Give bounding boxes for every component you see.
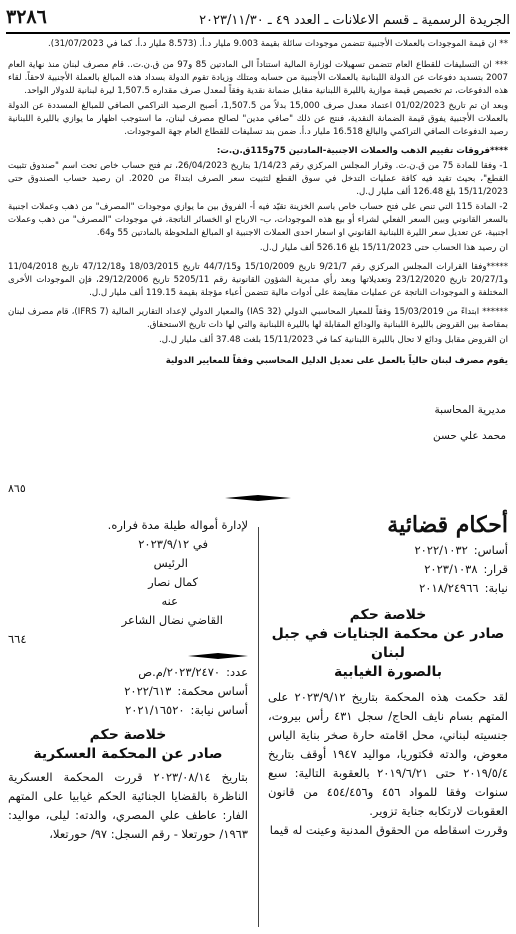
case-field: قرار: ٢٠٢٣/١٠٣٨ xyxy=(424,562,508,576)
footnote: وبعد ان تم تاريخ 01/02/2023 اعتماد معدل صرف 15,000 بدلاً من 1,507.5، أصبح الرصيد التراكمي الصافي للمبالغ المسددة عن الدولة بالعملات الأجنبية يفوق قيمة الضمانة النقدية، فنتج عن ذلك "صافي مدين" لصالح مصرف لبنان، ما استوجب اظهار ما يوازي بالليرة اللبنانية رصيد الدفوعات الصافي التراكمي والبالغ 16.518 مليار د.أ. ضمن بند تسليفات للقطاع العام جهة الموجودات. xyxy=(8,101,508,137)
signature-name: محمد علي حسن xyxy=(432,430,506,442)
signature-dept: مديرية المحاسبة xyxy=(434,404,506,416)
right-column xyxy=(268,512,508,840)
footnote-heading: ****فروقات تقييم الذهب والعملات الاجنبية-المادتين 75و115ق.ن.ت: xyxy=(216,146,508,156)
footnote: ** ان قيمة الموجودات بالعملات الأجنبية تتضمن موجودات سائلة بقيمة 9.003 مليار د.أ. (8.573 مليار د.أ. كما في 31/07/2023). xyxy=(48,39,508,49)
judgment-body-continued: وقررت اسقاطه من الحقوق المدنية وعينت له قيما xyxy=(269,823,508,837)
column-divider xyxy=(258,527,259,927)
case-field: أساس محكمة: ٢٠٢٢/٦١٣ xyxy=(124,684,248,698)
signatory-name: كمال نصار xyxy=(148,575,198,589)
page-number: ٣٢٨٦ xyxy=(6,6,47,28)
page-header xyxy=(6,4,510,28)
footnote: ****** ابتداءً من 15/03/2019 وفقاً للمعيار المحاسبي الدولي (IAS 32) والمعيار الدولي لإعداد التقارير المالية (IFRS 7)، قام مصرف لبنان بمقاصة بين القروض بالليرة اللبنانية والودائع المقابلة لها بالليرة اللبنانية والتي لها ذات تاريخ الاستحقاق. xyxy=(8,307,508,330)
signatory-role: عنه xyxy=(161,594,178,608)
gazette-title: الجريدة الرسمية ـ قسم الاعلانات ـ العدد ٤٩ ـ ٢٠٢٣/١١/٣٠ xyxy=(199,13,510,28)
section-title: أحكام قضائية xyxy=(387,512,508,538)
footnote-closing: يقوم مصرف لبنان حالياً بالعمل على تعديل الدليل المحاسبي وفقاً للمعايير الدولية xyxy=(165,356,508,366)
footnote: 1- وفقا للمادة 75 من ق.ن.ت. وقرار المجلس المركزي رقم 1/14/23 بتاريخ 26/04/2023، تم فتح حساب خاص تحت اسم "صندوق تثبيت القطع"، بحيث تقيد فيه كافة عمليات التدخل في سوق القطع لتثبيت سعر الصرف ابتداءً من 2020. ان رصيد حساب الصندوق حتى 15/11/2023 بلغ 126.48 ألف مليار ل.ل. xyxy=(8,161,508,197)
judgment-body: بتاريخ ٢٠٢٣/٠٨/١٤ قررت المحكمة العسكرية الناظرة بالقضايا الجنائية الحكم غيابيا على المتهم الفار: عاطف علي المصري، والدته: ليلى، مواليد: ١٩٦٣/ حورتعلا - رقم السجل: ٩٧/ حورتعلا، xyxy=(8,770,248,841)
notice-ref: ٦٦٤ xyxy=(8,632,27,646)
court-heading: صادر عن محكمة الجنايات في جبل لبنان xyxy=(271,626,505,661)
case-field: نيابة: ٢٠١٨/٢٤٩٦٦ xyxy=(419,581,508,595)
court-heading: صادر عن المحكمة العسكرية xyxy=(33,746,223,762)
judgment-date: في ٢٠٢٣/٩/١٢ xyxy=(138,537,208,551)
signatory-role: الرئيس xyxy=(153,556,188,570)
page-ref: ٨٦٥ xyxy=(8,482,26,495)
footnote: ان القروض مقابل ودائع لا تحال بالليرة اللبنانية كما في 15/11/2023 بلغت 37.48 ألف مليار ل.ل. xyxy=(159,335,508,345)
left-column xyxy=(8,516,248,844)
signatory-name: القاضي نضال الشاعر xyxy=(121,613,223,627)
judgment-heading: خلاصة حكم xyxy=(89,727,167,743)
court-subheading: بالصورة الغيابية xyxy=(334,664,442,680)
judgment-body: لقد حكمت هذه المحكمة بتاريخ ٢٠٢٣/٩/١٢ على المتهم بسام نايف الحاج/ سجل ٤٣١ رأس بيروت، جنسيته لبناني، محل اقامته حارة صخر بناية الياس معوض، والدته فكتوريا، مواليد ١٩٤٧ أوقف بتاريخ ٢٠١٩/٥/٤ حتى ٢٠١٩/٦/٢١ بالعقوبة التالية: سبع سنوات وفقا للمواد ٤٥٦ و٤٥٤/٤٥٦ من قانون العقوبات لارتكابه جناية تزوير. xyxy=(268,690,508,818)
divider-ornament xyxy=(98,653,248,659)
judgment-heading: خلاصة حكم xyxy=(349,607,427,623)
footnote: 2- المادة 115 التي تنص على فتح حساب خاص باسم الخزينة تقيّد فيه أ- الفروق بين ما يوازي موجودات "المصرف" من ذهب وعملات اجنبية بالسعر القانوني وبين السعر الفعلي لشراء أو بيع هذه الموجودات، ب- الارباح او الخسائر الناتجة، في موجودات "المصرف" من ذهب وعملات اجنبية، عن تعديل سعر الليرة اللبنانية القانوني او اسعار احدى العملات الاجنبية او المبالغ الملحوظة بالمادتين 55 و64. xyxy=(8,202,508,238)
footnote: *****وفقا القرارات المجلس المركزي رقم 9/21/7 تاريخ 15/10/2009 و44/7/15 تاريخ 18/03/2015 و47/12/18 تاريخ 11/04/2018 و20/27/1 تاريخ 23/12/2020 وتعديلاتها وبعد رأي مديرية الشؤون القانونية رقم 5205/11 تاريخ 29/12/2006، فإن الموجودات الأخرى المختلفة و الموجودات الناتجة عن عمليات مقايضة على أدوات مالية تتضمن أعباء مؤجلة بقيمة 119.15 ألف مليار ل.ل. xyxy=(8,262,508,298)
header-rule xyxy=(6,32,510,34)
footnotes-block xyxy=(8,38,508,370)
divider-ornament xyxy=(225,495,291,501)
footnote: *** ان التسليفات للقطاع العام تتضمن تسهيلات لوزارة المالية استناداً الى المادتين 85 و97 من ق.ن.ت.. قام مصرف لبنان منذ نهاية العام 2007 بتسديد دفوعات عن الدولة اللبنانية بالعملات الأجنبية من حسابه ومتلك وزيادة تقوم الدولة بسداد هذه المبالغ بالعملة الأجنبية لاحقاً. لقاء هذه الدفوعات، تم تخصيص قيمة موازية بالليرة اللبنانية مقابل ضمانة نقدية وفقاً لمعدل صرف مقداره 1,507.5 ليرة لبنانية للدولار الواحد. xyxy=(8,60,508,96)
continued-text: لإدارة أمواله طيلة مدة فراره. xyxy=(107,518,248,532)
case-field: عدد: ٢٠٢٣/٢٤٧٠/م.ص xyxy=(138,665,248,679)
footnote: ان رصيد هذا الحساب حتى 15/11/2023 بلغ 526.16 ألف مليار ل.ل. xyxy=(259,243,508,253)
case-field: أساس نيابة: ٢٠٢١/١٦٥٢٠ xyxy=(125,703,248,717)
case-field: أساس: ٢٠٢٢/١٠٣٢ xyxy=(414,543,508,557)
